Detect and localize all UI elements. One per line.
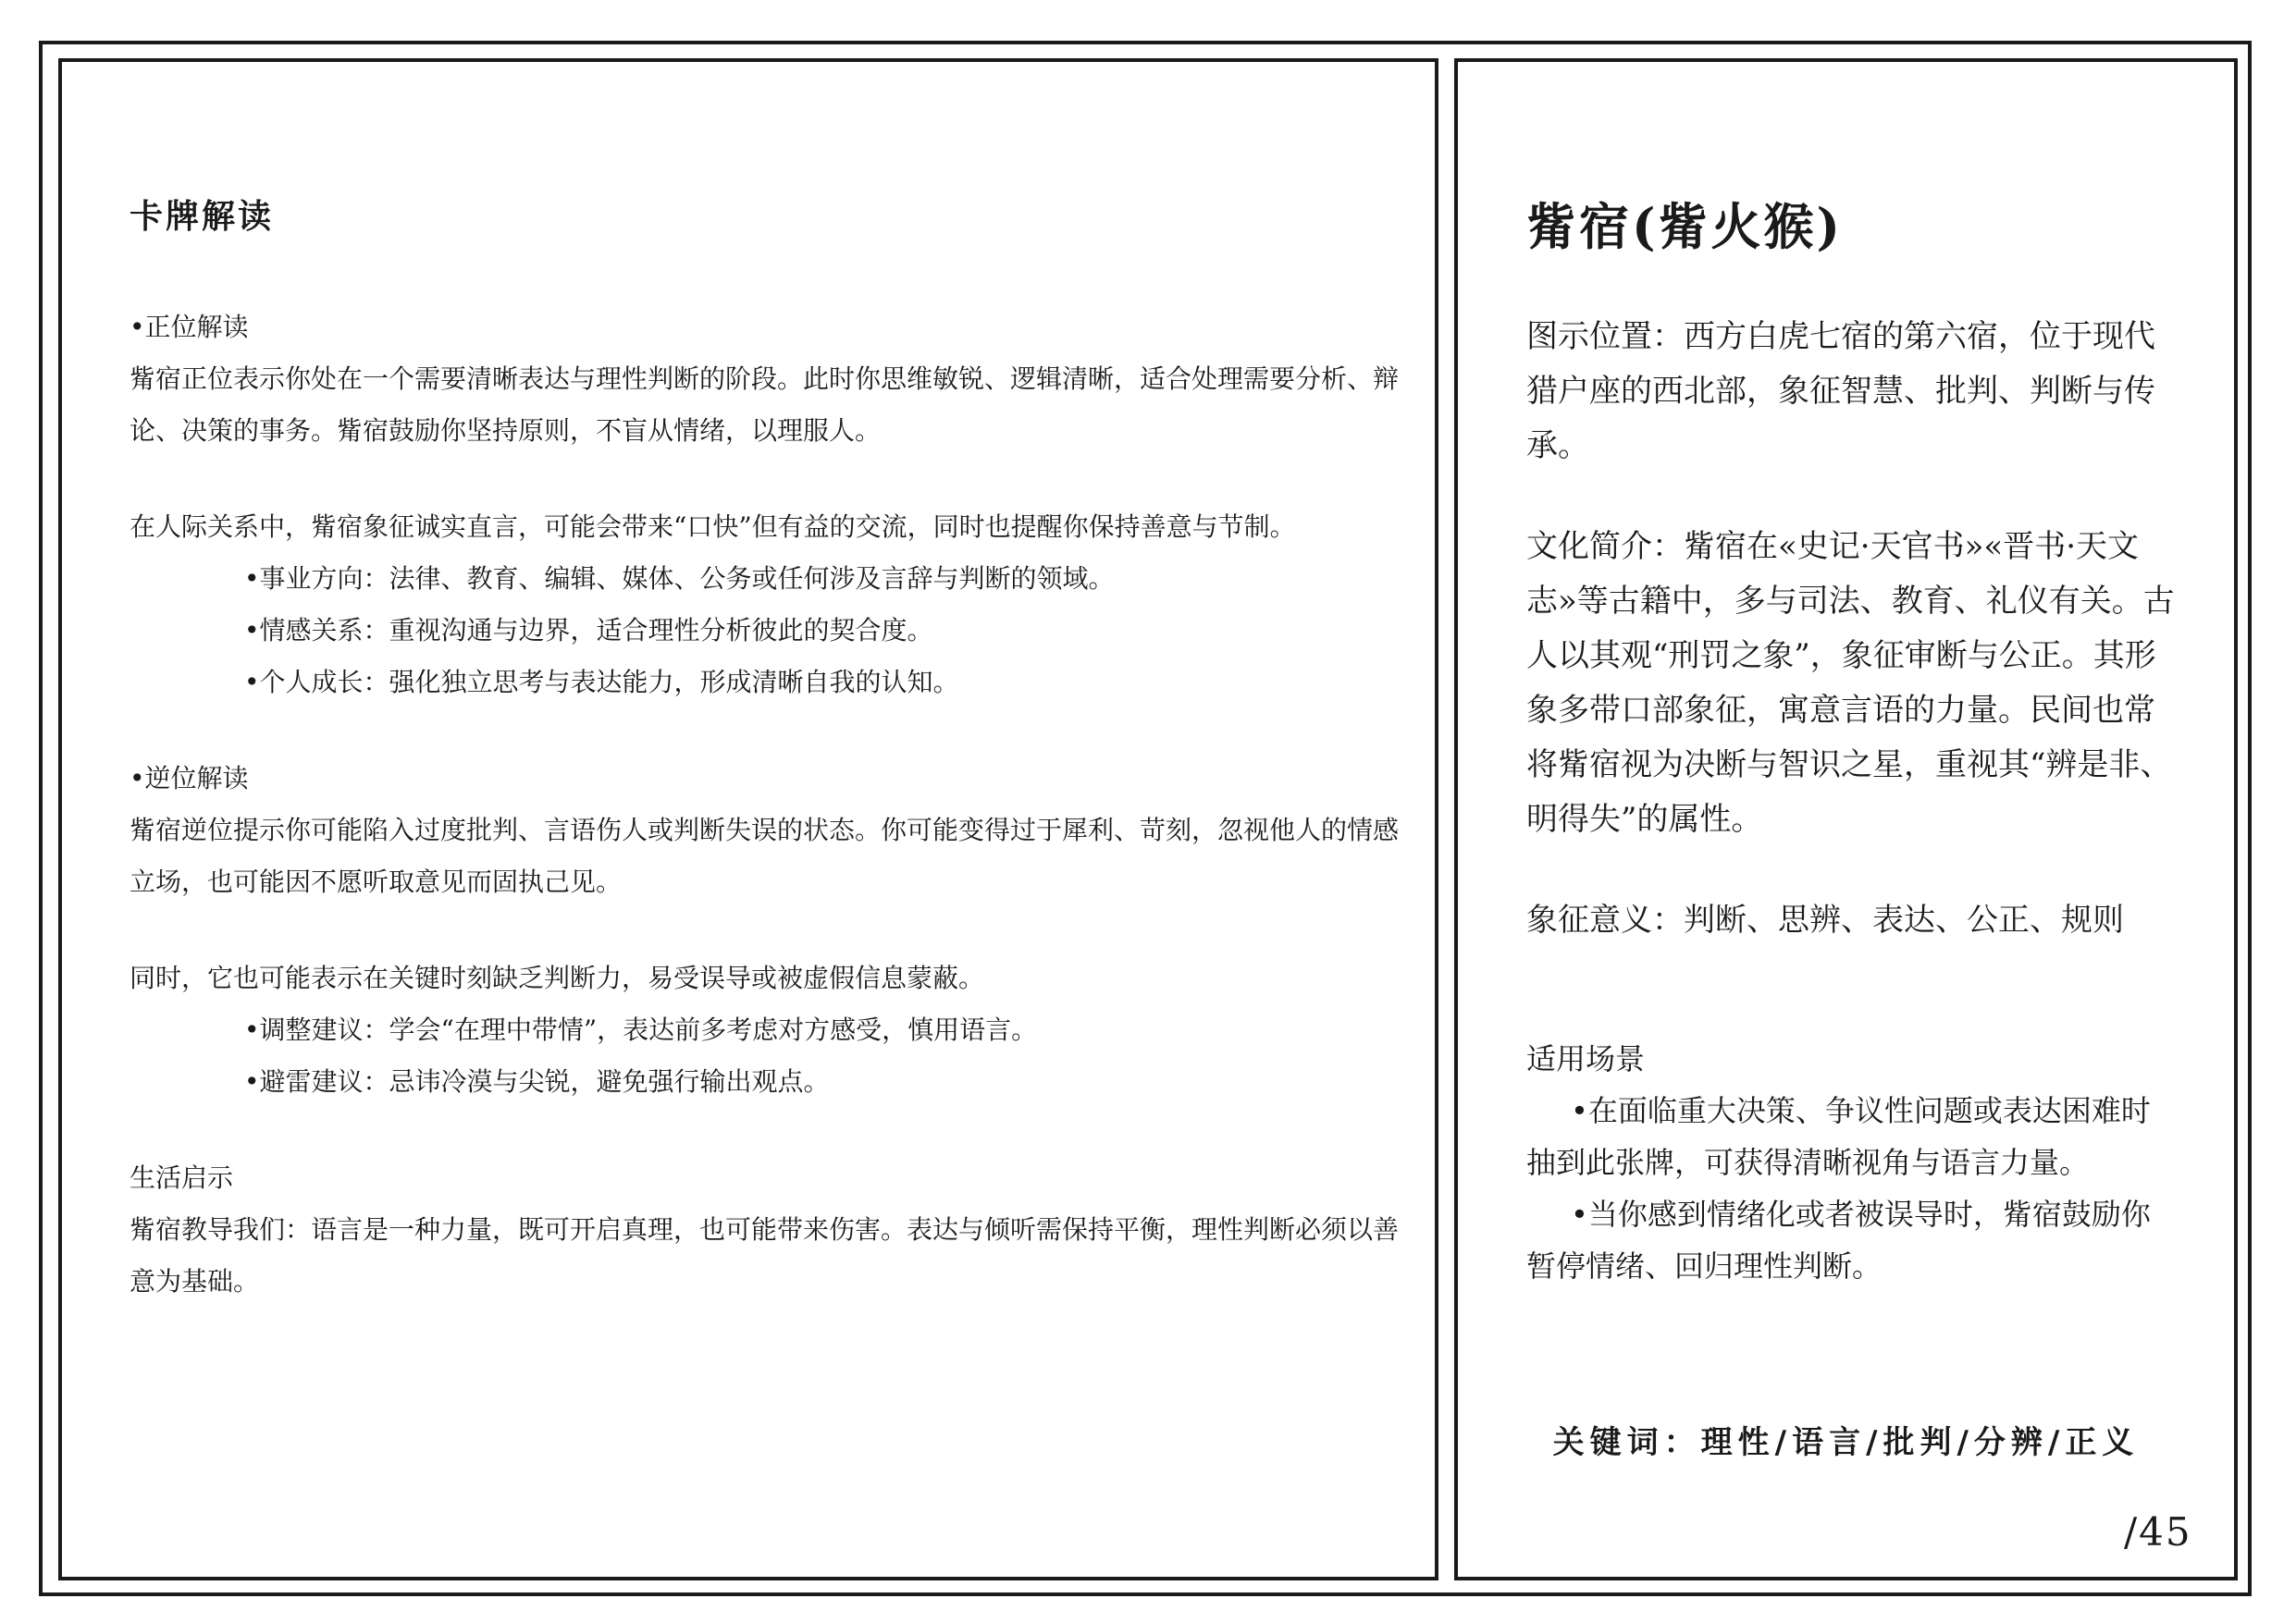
scenarios-title: 适用场景 bbox=[1526, 1041, 1646, 1076]
card-info-section bbox=[1526, 194, 2179, 1292]
upright-bullet-growth: •个人成长：强化独立思考与表达能力，形成清晰自我的认知。 bbox=[244, 667, 959, 697]
reversed-bullet-avoid: •避雷建议：忌讳冷漠与尖锐，避免强行输出观点。 bbox=[244, 1066, 830, 1097]
upright-title: •正位解读 bbox=[130, 312, 249, 342]
upright-bullet-career: •事业方向：法律、教育、编辑、媒体、公务或任何涉及言辞与判断的领域。 bbox=[244, 563, 1115, 594]
scenarios-section bbox=[1526, 1033, 2179, 1292]
upright-text: 觜宿正位表示你处在一个需要清晰表达与理性判断的阶段。此时你思维敏锐、逻辑清晰，适合处理需要分析、辩论、决策的事务。觜宿鼓励你坚持原则，不盲从情绪，以理服人。 bbox=[130, 363, 1400, 446]
life-title: 生活启示 bbox=[130, 1162, 234, 1193]
reversed-bullet-adjust: •调整建议：学会“在理中带情”，表达前多考虑对方感受，慎用语言。 bbox=[244, 1014, 1038, 1045]
keywords-line: 关键词：理性/语言/批判/分辨/正义 bbox=[1552, 1424, 2140, 1461]
page-number: /45 bbox=[2124, 1509, 2192, 1555]
upright-bullet-relationship: •情感关系：重视沟通与边界，适合理性分析彼此的契合度。 bbox=[244, 615, 933, 646]
reversed-text: 觜宿逆位提示你可能陷入过度批判、言语伤人或判断失误的状态。你可能变得过于犀利、苛刻，忽视他人的情感立场，也可能因不愿听取意见而固执己见。 bbox=[130, 815, 1400, 897]
life-text: 觜宿教导我们：语言是一种力量，既可开启真理，也可能带来伤害。表达与倾听需保持平衡，理性判断必须以善意为基础。 bbox=[130, 1214, 1400, 1297]
card-interpretation-section bbox=[130, 191, 1406, 1308]
meaning-text: 象征意义：判断、思辨、表达、公正、规则 bbox=[1526, 902, 2124, 939]
scenario-item: •在面临重大决策、争议性问题或表达困难时抽到此张牌，可获得清晰视角与语言力量。 bbox=[1526, 1093, 2151, 1180]
reversed-title: •逆位解读 bbox=[130, 763, 249, 793]
section-heading: 卡牌解读 bbox=[130, 197, 275, 236]
upright-relations: 在人际关系中，觜宿象征诚实直言，可能会带来“口快”但有益的交流，同时也提醒你保持善意与节制。 bbox=[130, 511, 1296, 542]
culture-text: 文化简介：觜宿在«史记·天官书»«晋书·天文志»等古籍中，多与司法、教育、礼仪有关。古人以其观“刑罚之象”，象征审断与公正。其形象多带口部象征，寓意言语的力量。民间也常将觜宿视为决断与智识之星，重视其“辨是非、明得失”的属性。 bbox=[1526, 528, 2175, 838]
scenario-item: •当你感到情绪化或者被误导时，觜宿鼓励你暂停情绪、回归理性判断。 bbox=[1526, 1197, 2151, 1284]
reversed-text-2: 同时，它也可能表示在关键时刻缺乏判断力，易受误导或被虚假信息蒙蔽。 bbox=[130, 963, 985, 993]
position-text: 图示位置：西方白虎七宿的第六宿，位于现代猎户座的西北部，象征智慧、批判、判断与传承。 bbox=[1526, 318, 2155, 464]
card-title: 觜宿(觜火猴) bbox=[1526, 197, 1844, 256]
